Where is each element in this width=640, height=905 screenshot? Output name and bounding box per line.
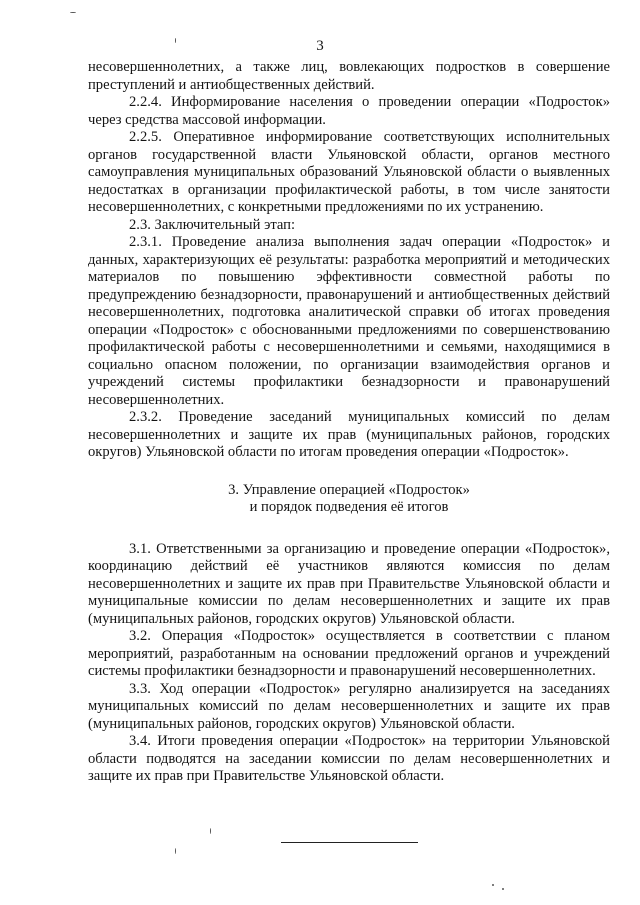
paragraph-3-3: 3.3. Ход операции «Подросток» регулярно анализируется на заседаниях муниципальных комиссий по делам несовершеннолетних и защите их прав (муниципальных районов, городских округов) Ульяновской области. — [88, 680, 610, 732]
paragraph-2-3-1: 2.3.1. Проведение анализа выполнения задач операции «Подросток» и данных, характеризующих её результаты: разработка мероприятий и методических материалов по повышению эффективности совместной работы по предупреждению безнадзорности, правонарушений и антиобщественных действий несовершеннолетних, подготовка аналитической справки об итогах проведения операции «Подросток» с обоснованными предложениями по совершенствованию профилактической работы с несовершеннолетними и семьями, находящимися в социально опасном положении, по организации взаимодействия органов и учреждений системы профилактики безнадзорности и правонарушений несовершеннолетних. — [88, 234, 610, 408]
paragraph-2-2-5: 2.2.5. Оперативное информирование соответствующих исполнительных органов государственной власти Ульяновской области, органов местного самоуправления муниципальных образований Ульяновской области о выявленных недостатках в организации профилактической работы, в том числе занятости несовершеннолетних, с конкретными предложениями по их устранению. — [88, 129, 610, 215]
paragraph-2-3-2: 2.3.2. Проведение заседаний муниципальных комиссий по делам несовершеннолетних и защите их прав (муниципальных районов, городских округов) Ульяновской области по итогам проведения операции «Подросток». — [88, 409, 610, 460]
paragraph-3-2: 3.2. Операция «Подросток» осуществляется в соответствии с планом мероприятий, разработанным на основании предложений органов и учреждений системы профилактики безнадзорности и правонарушений несовершеннолетних. — [88, 628, 610, 679]
scan-speck — [492, 884, 494, 886]
scan-speck — [175, 38, 176, 43]
scan-speck — [210, 828, 211, 834]
page-number: 3 — [316, 38, 324, 54]
section-heading-line-1: 3. Управление операцией «Подросток» — [228, 481, 470, 498]
document-body — [88, 59, 610, 786]
section-heading — [88, 482, 610, 517]
paragraph-2-2-4: 2.2.4. Информирование населения о проведении операции «Подросток» через средства массовой информации. — [88, 94, 610, 128]
scan-speck — [175, 848, 176, 854]
section-heading-line-2: и порядок подведения её итогов — [249, 499, 449, 515]
paragraph-2-3: 2.3. Заключительный этап: — [129, 216, 296, 233]
continuation-paragraph: несовершеннолетних, а также лиц, вовлекающих подростков в совершение преступлений и антиобщественных действий. — [88, 59, 610, 93]
paragraph-3-1: 3.1. Ответственными за организацию и проведение операции «Подросток», координацию действий её участников являются комиссия по делам несовершеннолетних и защите их прав при Правительстве Ульяновской области и муниципальные комиссии по делам несовершеннолетних и защите их прав (муниципальных районов, городских округов) Ульяновской области. — [88, 540, 610, 627]
scan-speck — [502, 888, 504, 890]
scan-speck — [70, 12, 76, 13]
end-of-document-rule — [281, 842, 418, 843]
paragraph-3-4: 3.4. Итоги проведения операции «Подросток» на территории Ульяновской области подводятся на заседании комиссии по делам несовершеннолетних и защите их прав при Правительстве Ульяновской области. — [88, 733, 610, 784]
